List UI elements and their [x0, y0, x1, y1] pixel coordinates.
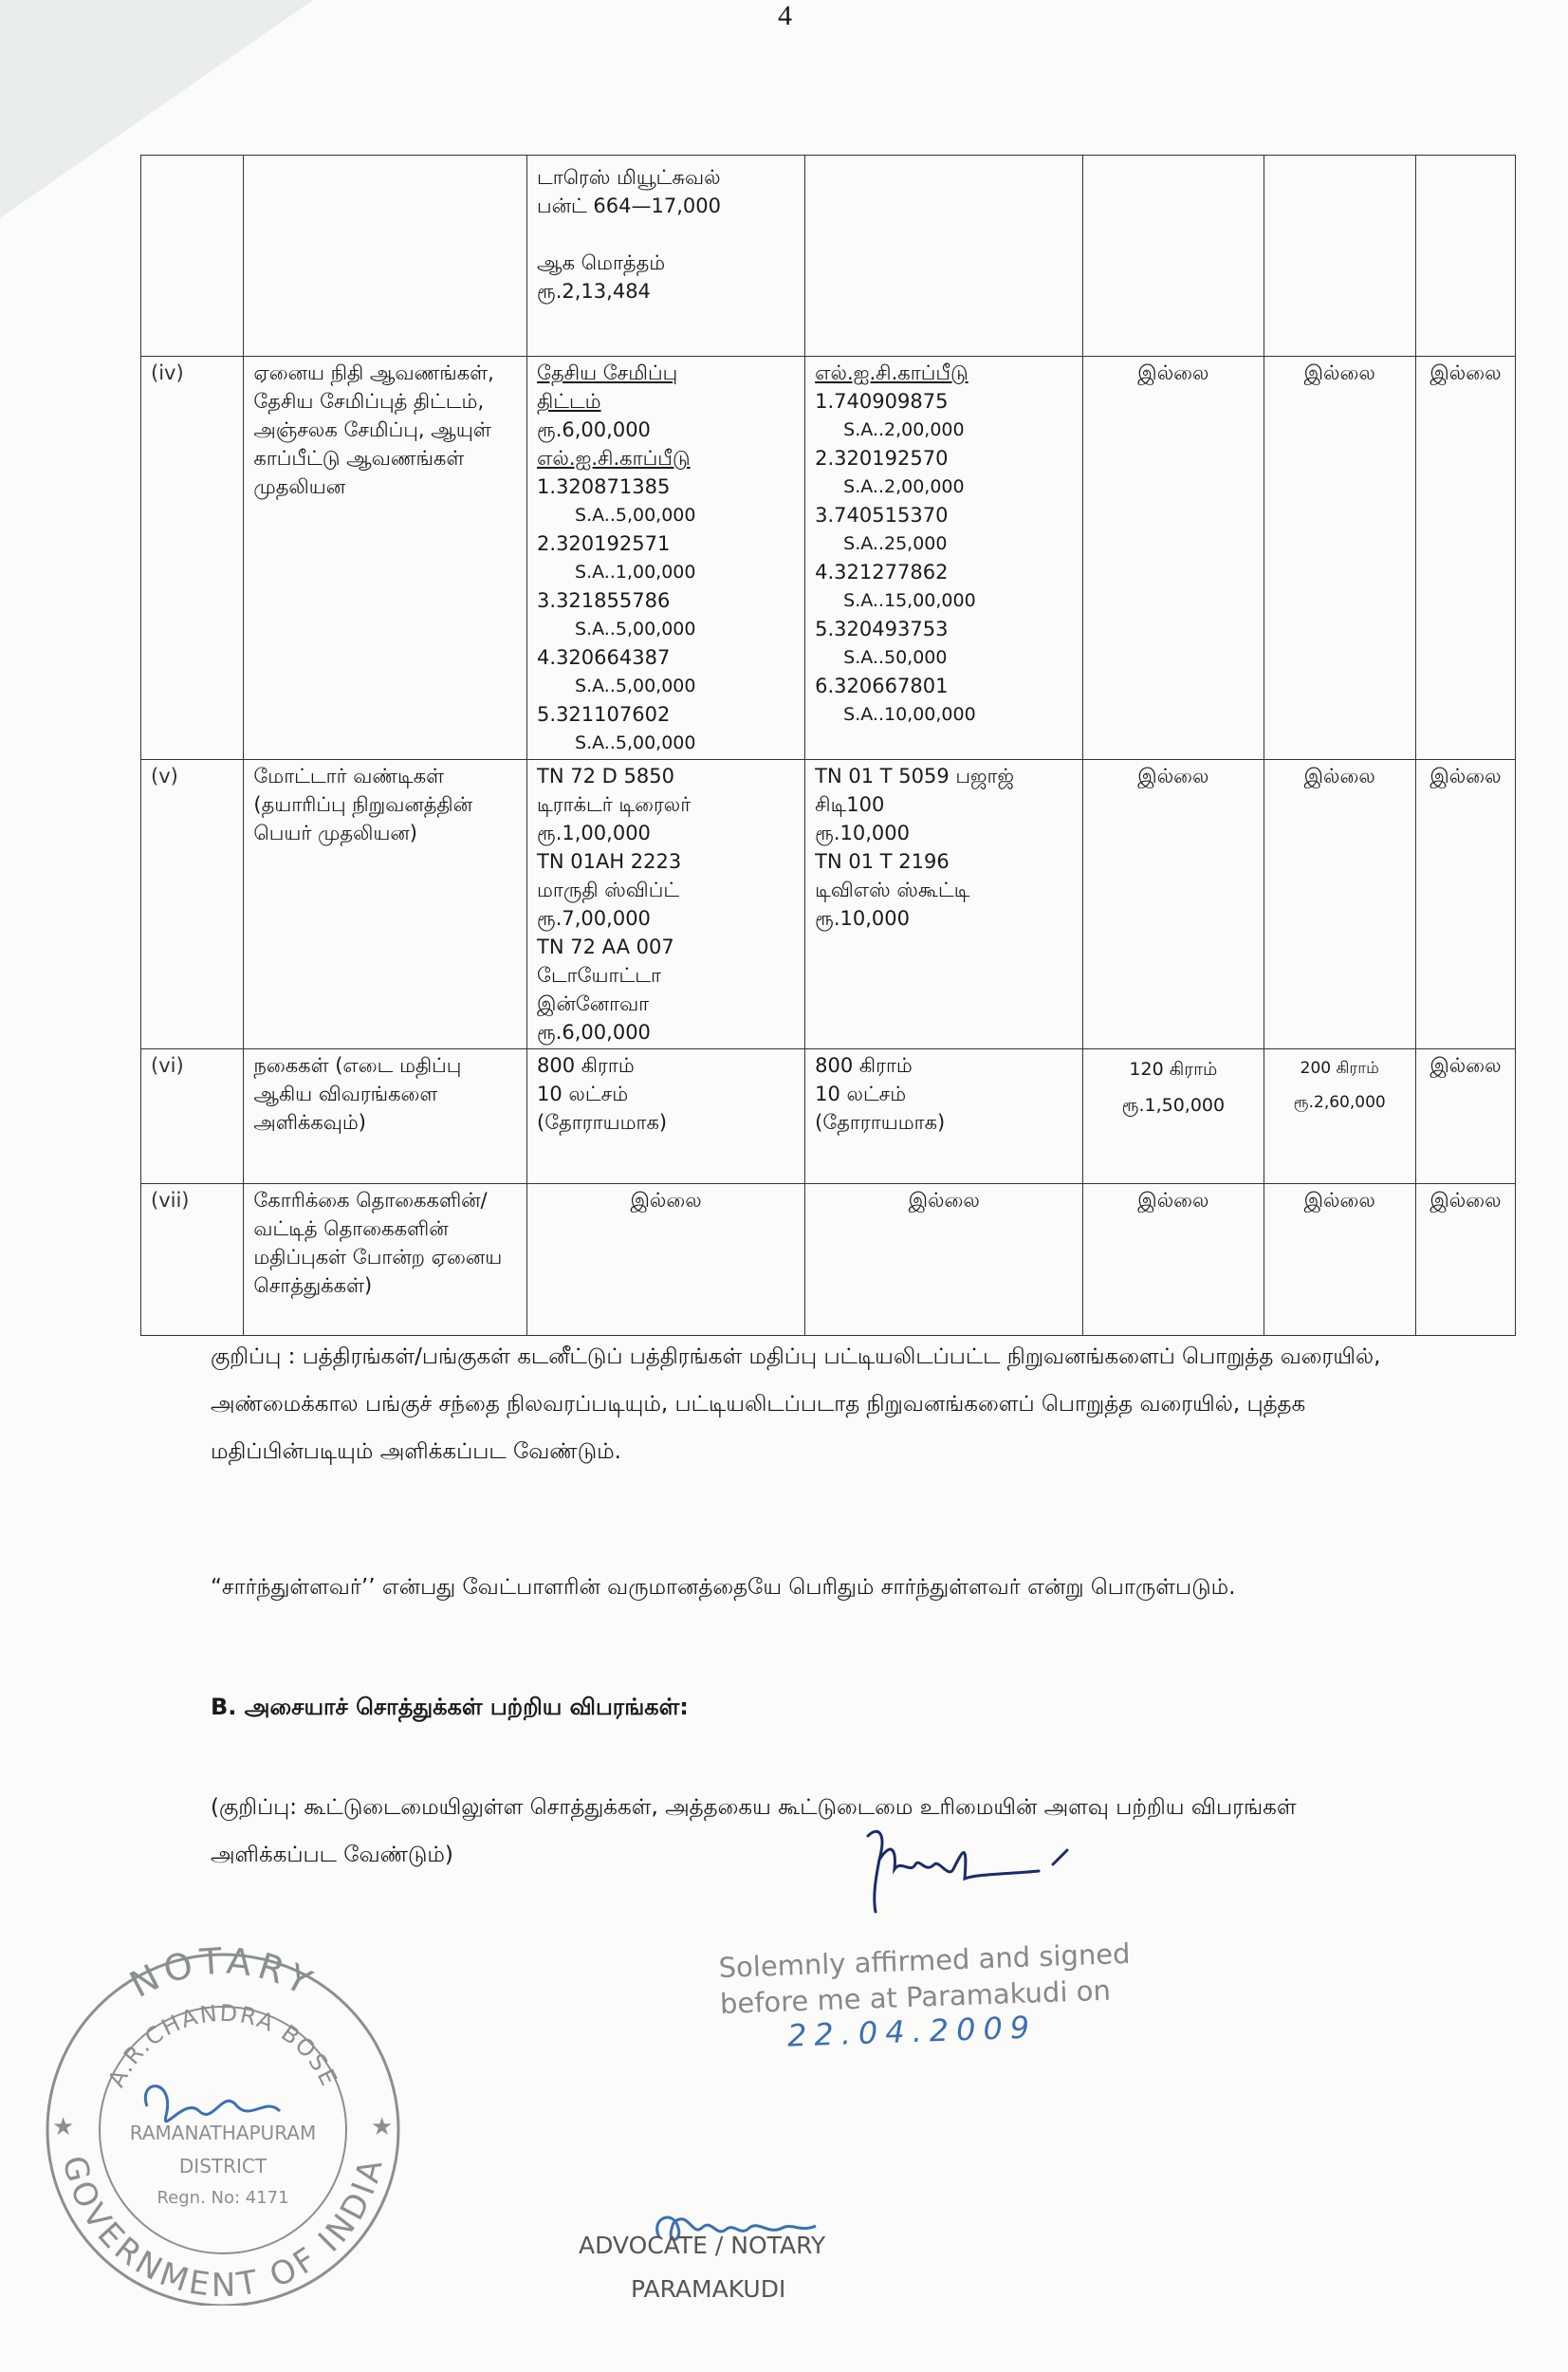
cell-self — [527, 760, 805, 1049]
cell-self — [527, 1049, 805, 1184]
policy-number: 6.320667801 — [815, 675, 949, 697]
cell-dep2 — [1264, 1049, 1415, 1184]
table-row-top — [141, 156, 1516, 357]
cell-self — [527, 156, 805, 357]
sum-assured: S.A..5,00,000 — [575, 732, 696, 753]
cell-dep3: இல்லை — [1415, 1184, 1515, 1336]
cell-spouse — [805, 760, 1083, 1049]
row-number: (iv) — [141, 357, 244, 760]
text-line: எல்.ஐ.சி.காப்பீடு — [537, 447, 691, 470]
notary-signature — [145, 2086, 280, 2122]
policy-number: 2.320192571 — [537, 532, 671, 555]
stamp-bottom-text: GOVERNMENT OF INDIA — [54, 2152, 392, 2306]
affirmation-date: 22.04.2009 — [786, 2009, 1038, 2054]
text-line: ரூ.2,60,000 — [1293, 1093, 1386, 1112]
text-line: தேசிய சேமிப்பு — [537, 361, 678, 384]
table-row-vi — [141, 1049, 1516, 1184]
row-number: (vii) — [141, 1184, 244, 1336]
sum-assured: S.A..2,00,000 — [843, 476, 965, 497]
star-icon: ★ — [371, 2113, 394, 2141]
policy-number: 3.321855786 — [537, 589, 671, 612]
note-dependent: “சார்ந்துள்ளவர்’’ என்பது வேட்பாளரின் வருமானத்தையே பெரிதும் சார்ந்துள்ளவர் என்று பொருள்படும். — [211, 1575, 1236, 1600]
section-b-heading: B. அசையாச் சொத்துக்கள் பற்றிய விபரங்கள்: — [211, 1694, 689, 1720]
stamp-place: RAMANATHAPURAM — [129, 2122, 317, 2144]
cell-spouse — [805, 1049, 1083, 1184]
text-line: ரூ.7,00,000 — [537, 907, 651, 930]
policy-number: 4.321277862 — [815, 561, 949, 584]
advocate-title: ADVOCATE / NOTARY — [579, 2232, 826, 2259]
policy-number: 1.740909875 — [815, 390, 949, 413]
page-number: 4 — [778, 0, 792, 31]
text-line: மாருதி ஸ்விப்ட் — [537, 879, 680, 901]
notary-stamp — [33, 1945, 413, 2306]
policy-number: 5.320493753 — [815, 618, 949, 640]
cell-dep1: இல்லை — [1083, 357, 1264, 760]
text-line: 10 லட்சம் — [537, 1083, 629, 1105]
cell-dep1 — [1083, 156, 1264, 357]
text-line: இன்னோவா — [537, 992, 650, 1015]
note-securities: குறிப்பு : பத்திரங்கள்/பங்குகள் கடனீட்டுப் பத்திரங்கள் மதிப்பு பட்டியலிடப்பட்ட நிறுவனங்களைப் பொறுத்த வரையில், அண்மைக்கால பங்குச் சந்தை நிலவரப்படியும், பட்டியலிடப்படாத நிறுவனங்களைப் பொறுத்த வரையில், புத்தக மதிப்பின்படியும் அளிக்கப்பட வேண்டும். — [211, 1344, 1381, 1464]
stamp-top-text: NOTARY — [122, 1945, 323, 2007]
text-line: (தோராயமாக) — [537, 1111, 668, 1134]
cell-num — [141, 156, 244, 357]
text-line: பன்ட் 664—17,000 — [537, 195, 721, 217]
row-number: (vi) — [141, 1049, 244, 1184]
sum-assured: S.A..1,00,000 — [575, 562, 696, 583]
table-row-iv — [141, 357, 1516, 760]
text-line: ரூ.6,00,000 — [537, 418, 651, 441]
text-line: டிராக்டர் டிரைலர் — [537, 793, 692, 816]
text-line: டாரெஸ் மியூட்சுவல் — [537, 166, 721, 189]
row-description: நகைகள் (எடை மதிப்பு ஆகிய விவரங்களை அளிக்கவும்) — [244, 1049, 527, 1184]
row-description: கோரிக்கை தொகைகளின்/வட்டித் தொகைகளின் மதிப்புகள் போன்ற ஏனைய சொத்துக்கள்) — [244, 1184, 527, 1336]
policy-number: 2.320192570 — [815, 447, 949, 470]
stamp-name-text: A.R.CHANDRA BOSE — [102, 1999, 343, 2092]
stamp-district: DISTRICT — [178, 2155, 267, 2177]
text-line: 10 லட்சம் — [815, 1083, 907, 1105]
text-line: டிவிஎஸ் ஸ்கூட்டி — [815, 879, 970, 901]
cell-dep2 — [1264, 156, 1415, 357]
text-line: 800 கிராம் — [815, 1054, 913, 1077]
sum-assured: S.A..5,00,000 — [575, 619, 696, 639]
sum-assured: S.A..5,00,000 — [575, 505, 696, 526]
cell-desc — [244, 156, 527, 357]
text-line: ரூ.2,13,484 — [537, 280, 651, 303]
text-line: TN 72 AA 007 — [537, 936, 674, 958]
cell-dep2: இல்லை — [1264, 1184, 1415, 1336]
cell-spouse — [805, 357, 1083, 760]
text-line: (தோராயமாக) — [815, 1111, 946, 1134]
cell-self: இல்லை — [527, 1184, 805, 1336]
text-line: ரூ.1,50,000 — [1121, 1095, 1226, 1116]
text-line: சிடி100 — [815, 793, 885, 816]
cell-dep1: இல்லை — [1083, 760, 1264, 1049]
row-description: ஏனைய நிதி ஆவணங்கள், தேசிய சேமிப்புத் திட்டம், அஞ்சலக சேமிப்பு, ஆயுள் காப்பீட்டு ஆவணங்கள் முதலியன — [244, 357, 527, 760]
policy-number: 1.320871385 — [537, 475, 671, 498]
advocate-place: PARAMAKUDI — [631, 2275, 786, 2303]
cell-dep2: இல்லை — [1264, 760, 1415, 1049]
text-line: ஆக மொத்தம் — [537, 251, 666, 274]
text-line: ரூ.6,00,000 — [537, 1021, 651, 1044]
assets-table — [140, 155, 1516, 1336]
text-line — [537, 220, 795, 249]
cell-dep3: இல்லை — [1415, 760, 1515, 1049]
text-line: எல்.ஐ.சி.காப்பீடு — [815, 361, 968, 384]
cell-dep3: இல்லை — [1415, 1049, 1515, 1184]
text-line: 200 கிராம் — [1300, 1059, 1379, 1078]
sum-assured: S.A..50,000 — [843, 647, 948, 668]
text-line: ரூ.10,000 — [815, 822, 910, 844]
row-description: மோட்டார் வண்டிகள் (தயாரிப்பு நிறுவனத்தின் பெயர் முதலியன) — [244, 760, 527, 1049]
table-row-vii — [141, 1184, 1516, 1336]
cell-dep3 — [1415, 156, 1515, 357]
sum-assured: S.A..2,00,000 — [843, 419, 965, 440]
row-number: (v) — [141, 760, 244, 1049]
text-line: ரூ.10,000 — [815, 907, 910, 930]
text-line: TN 01 T 5059 பஜாஜ் — [815, 765, 1014, 788]
candidate-signature — [858, 1822, 1077, 1926]
text-line: TN 01AH 2223 — [537, 850, 682, 873]
sum-assured: S.A..25,000 — [843, 533, 948, 554]
stamp-regn: Regn. No: 4171 — [157, 2188, 289, 2208]
sum-assured: S.A..10,00,000 — [843, 704, 976, 725]
policy-number: 4.320664387 — [537, 646, 671, 669]
sum-assured: S.A..15,00,000 — [843, 590, 976, 611]
text-line: TN 72 D 5850 — [537, 765, 674, 788]
policy-number: 5.321107602 — [537, 703, 671, 726]
text-line: டோயோட்டா — [537, 964, 661, 987]
cell-dep1 — [1083, 1049, 1264, 1184]
text-line: ரூ.1,00,000 — [537, 822, 651, 844]
sum-assured: S.A..5,00,000 — [575, 676, 696, 696]
policy-number: 3.740515370 — [815, 504, 949, 527]
text-line: 120 கிராம் — [1129, 1059, 1218, 1080]
table-row-v — [141, 760, 1516, 1049]
cell-self — [527, 357, 805, 760]
cell-spouse: இல்லை — [805, 1184, 1083, 1336]
text-line: TN 01 T 2196 — [815, 850, 950, 873]
affirmation-line: Solemnly affirmed and signed — [718, 1937, 1132, 1984]
affirmation-text — [718, 1936, 1132, 2022]
star-icon: ★ — [52, 2113, 75, 2141]
cell-dep2: இல்லை — [1264, 357, 1415, 760]
cell-spouse — [805, 156, 1083, 357]
cell-dep3: இல்லை — [1415, 357, 1515, 760]
text-line: திட்டம் — [537, 390, 601, 413]
affirmation-line: before me at Paramakudi on — [719, 1974, 1112, 2020]
cell-dep1: இல்லை — [1083, 1184, 1264, 1336]
note-joint-property: (குறிப்பு: கூட்டுடைமையிலுள்ள சொத்துக்கள், அத்தகைய கூட்டுடைமை உரிமையின் அளவு பற்றிய விபரங்கள் அளிக்கப்பட வேண்டும்) — [211, 1795, 1297, 1867]
text-line: 800 கிராம் — [537, 1054, 635, 1077]
